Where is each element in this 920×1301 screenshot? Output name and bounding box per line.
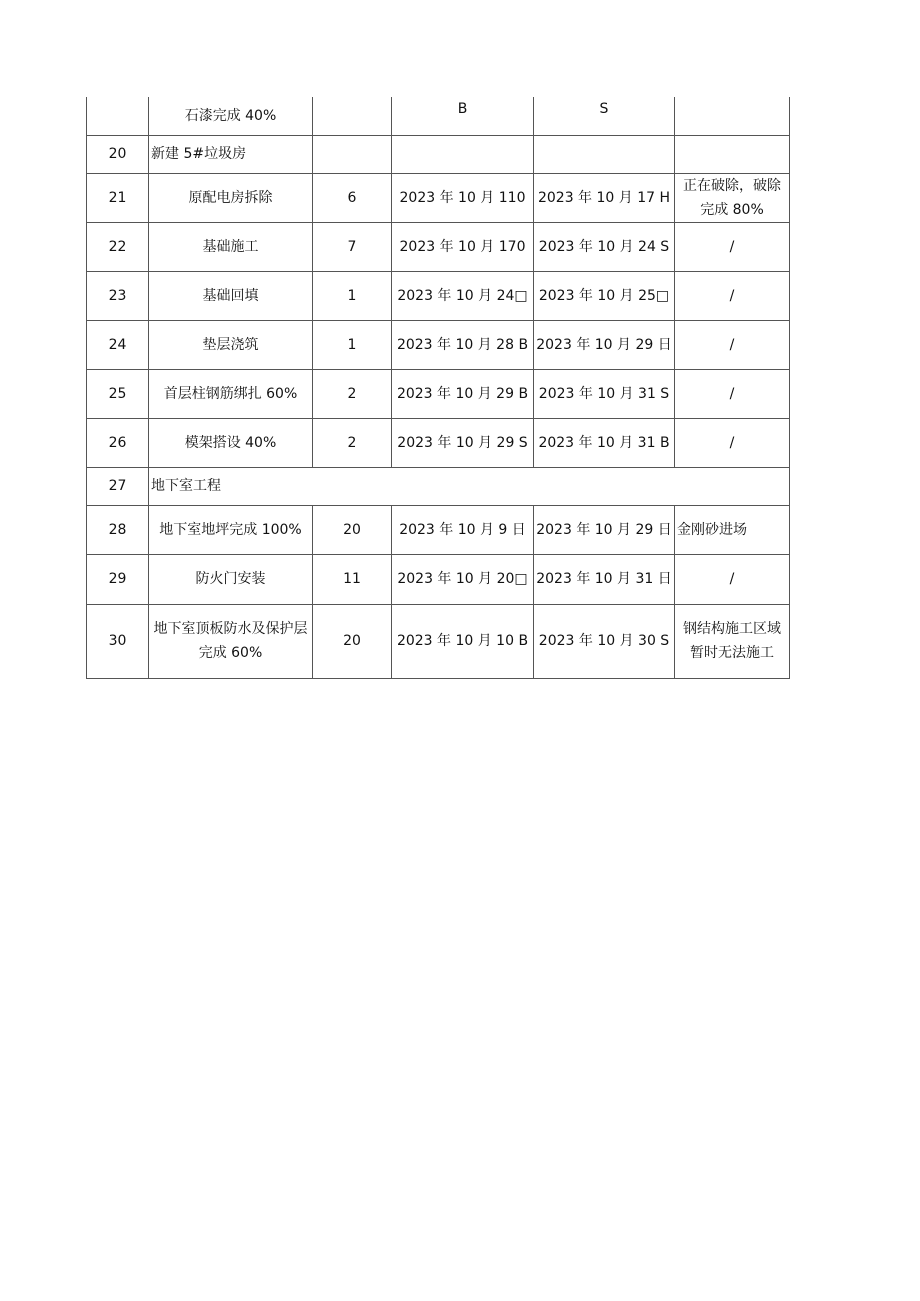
row-number: 28 [87,505,149,554]
task-name: 基础施工 [149,222,313,271]
row-number: 24 [87,320,149,369]
schedule-table [86,97,790,679]
row-number: 29 [87,554,149,604]
task-note: 钢结构施工区域暂时无法施工 [675,604,790,678]
task-days [313,97,392,135]
start-date: 2023 年 10 月 10 B [392,604,534,678]
start-date: 2023 年 10 月 29 S [392,418,534,467]
table-row [87,320,790,369]
task-days: 7 [313,222,392,271]
end-date [534,135,675,173]
start-date: 2023 年 10 月 20□ [392,554,534,604]
end-date: 2023 年 10 月 29 日 [534,320,675,369]
task-note [675,135,790,173]
task-name: 基础回填 [149,271,313,320]
row-number: 25 [87,369,149,418]
task-note: 金刚砂进场 [675,505,790,554]
table-row [87,505,790,554]
table-row [87,271,790,320]
task-days: 1 [313,271,392,320]
table-row [87,418,790,467]
row-number: 22 [87,222,149,271]
task-note: / [675,320,790,369]
task-days: 11 [313,554,392,604]
task-days: 20 [313,604,392,678]
table-row [87,222,790,271]
task-days: 2 [313,369,392,418]
task-note: / [675,554,790,604]
start-date: 2023 年 10 月 29 B [392,369,534,418]
row-number [87,97,149,135]
end-date: S [534,97,675,135]
table-row [87,135,790,173]
start-date: 2023 年 10 月 170 [392,222,534,271]
task-name: 原配电房拆除 [149,173,313,222]
task-note: / [675,418,790,467]
table-row [87,604,790,678]
start-date: B [392,97,534,135]
table-row [87,97,790,135]
end-date: 2023 年 10 月 31 B [534,418,675,467]
task-note: 正在破除，破除完成 80% [675,173,790,222]
table-row [87,173,790,222]
row-number: 27 [87,467,149,505]
end-date: 2023 年 10 月 25□ [534,271,675,320]
end-date: 2023 年 10 月 17 H [534,173,675,222]
task-days: 6 [313,173,392,222]
row-number: 21 [87,173,149,222]
task-name: 石漆完成 40% [149,97,313,135]
start-date [392,135,534,173]
start-date: 2023 年 10 月 28 B [392,320,534,369]
end-date: 2023 年 10 月 31 S [534,369,675,418]
table-row [87,554,790,604]
task-name: 地下室顶板防水及保护层完成 60% [149,604,313,678]
row-number: 26 [87,418,149,467]
task-name: 垫层浇筑 [149,320,313,369]
start-date: 2023 年 10 月 110 [392,173,534,222]
start-date: 2023 年 10 月 9 日 [392,505,534,554]
task-note: / [675,222,790,271]
task-name: 防火门安装 [149,554,313,604]
row-number: 20 [87,135,149,173]
section-title: 新建 5#垃圾房 [149,135,313,173]
section-title: 地下室工程 [149,467,790,505]
end-date: 2023 年 10 月 30 S [534,604,675,678]
task-days [313,135,392,173]
table-row [87,467,790,505]
table-row [87,369,790,418]
end-date: 2023 年 10 月 24 S [534,222,675,271]
row-number: 23 [87,271,149,320]
task-days: 1 [313,320,392,369]
row-number: 30 [87,604,149,678]
end-date: 2023 年 10 月 31 日 [534,554,675,604]
task-note: / [675,369,790,418]
start-date: 2023 年 10 月 24□ [392,271,534,320]
task-days: 20 [313,505,392,554]
task-note: / [675,271,790,320]
task-name: 地下室地坪完成 100% [149,505,313,554]
task-days: 2 [313,418,392,467]
task-name: 模架搭设 40% [149,418,313,467]
task-name: 首层柱钢筋绑扎 60% [149,369,313,418]
task-note [675,97,790,135]
end-date: 2023 年 10 月 29 日 [534,505,675,554]
